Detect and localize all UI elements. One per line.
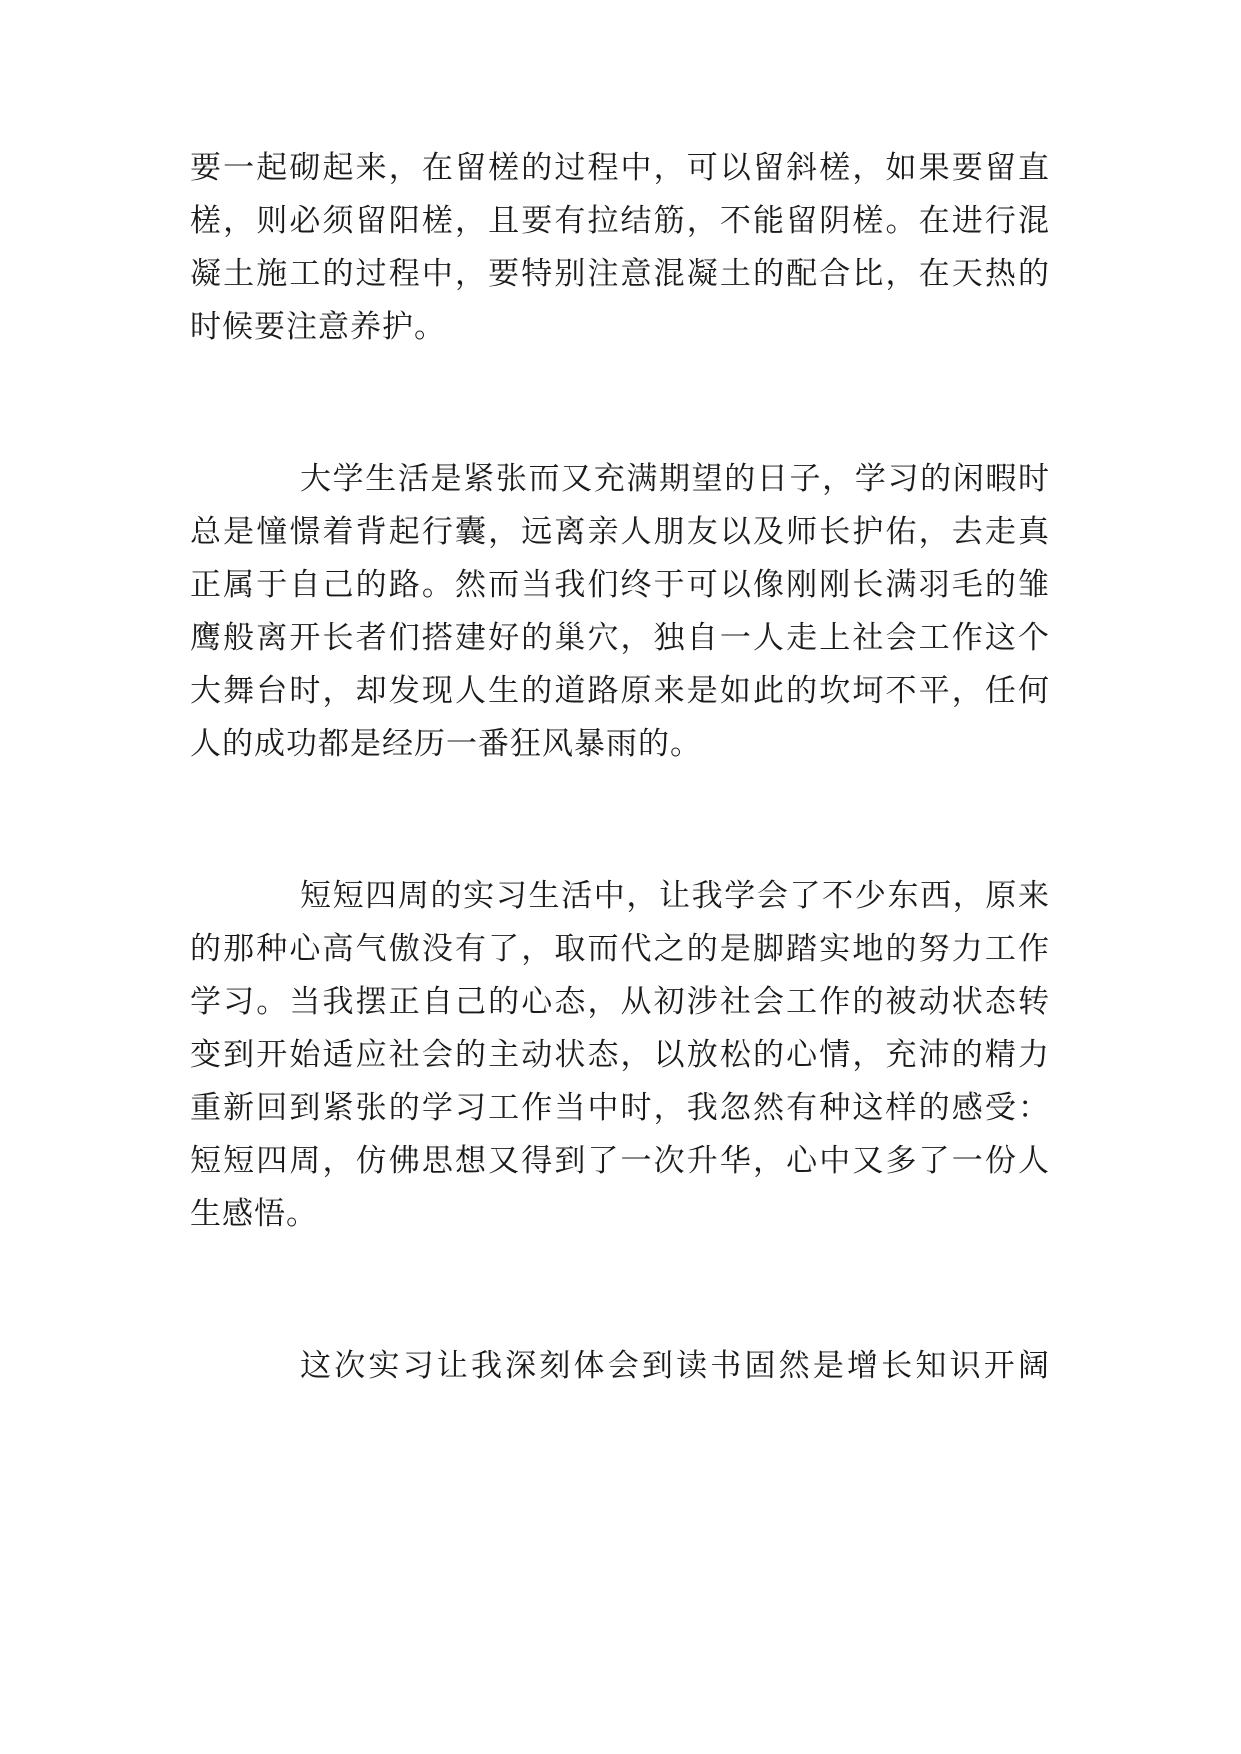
text-line: 短短四周的实习生活中，让我学会了不少东西，原来 — [300, 878, 1050, 914]
text-line: 大学生活是紧张而又充满期望的日子，学习的闲暇时 — [300, 461, 1050, 497]
text-line: 要一起砌起来，在留槎的过程中，可以留斜槎，如果要留直 — [190, 150, 1050, 186]
text-line: 这次实习让我深刻体会到读书固然是增长知识开阔 — [300, 1348, 1050, 1384]
text-line: 变到开始适应社会的主动状态，以放松的心情，充沛的精力 — [190, 1037, 1050, 1073]
text-line: 短短四周，仿佛思想又得到了一次升华，心中又多了一份人 — [190, 1143, 1050, 1179]
text-line: 鹰般离开长者们搭建好的巢穴，独自一人走上社会工作这个 — [190, 620, 1050, 656]
text-line: 大舞台时，却发现人生的道路原来是如此的坎坷不平，任何 — [190, 673, 1050, 709]
text-line: 槎，则必须留阳槎，且要有拉结筋，不能留阴槎。在进行混 — [190, 203, 1050, 239]
text-line: 学习。当我摆正自己的心态，从初涉社会工作的被动状态转 — [190, 984, 1050, 1020]
text-line: 生感悟。 — [190, 1196, 318, 1232]
text-line: 总是憧憬着背起行囊，远离亲人朋友以及师长护佑，去走真 — [190, 514, 1050, 550]
text-line: 人的成功都是经历一番狂风暴雨的。 — [190, 726, 702, 762]
text-line: 重新回到紧张的学习工作当中时，我忽然有种这样的感受： — [190, 1090, 1050, 1126]
text-line: 的那种心高气傲没有了，取而代之的是脚踏实地的努力工作 — [190, 931, 1050, 967]
text-line: 时候要注意养护。 — [190, 309, 446, 345]
text-line: 凝土施工的过程中，要特别注意混凝土的配合比，在天热的 — [190, 256, 1050, 292]
text-line: 正属于自己的路。然而当我们终于可以像刚刚长满羽毛的雏 — [190, 567, 1050, 603]
